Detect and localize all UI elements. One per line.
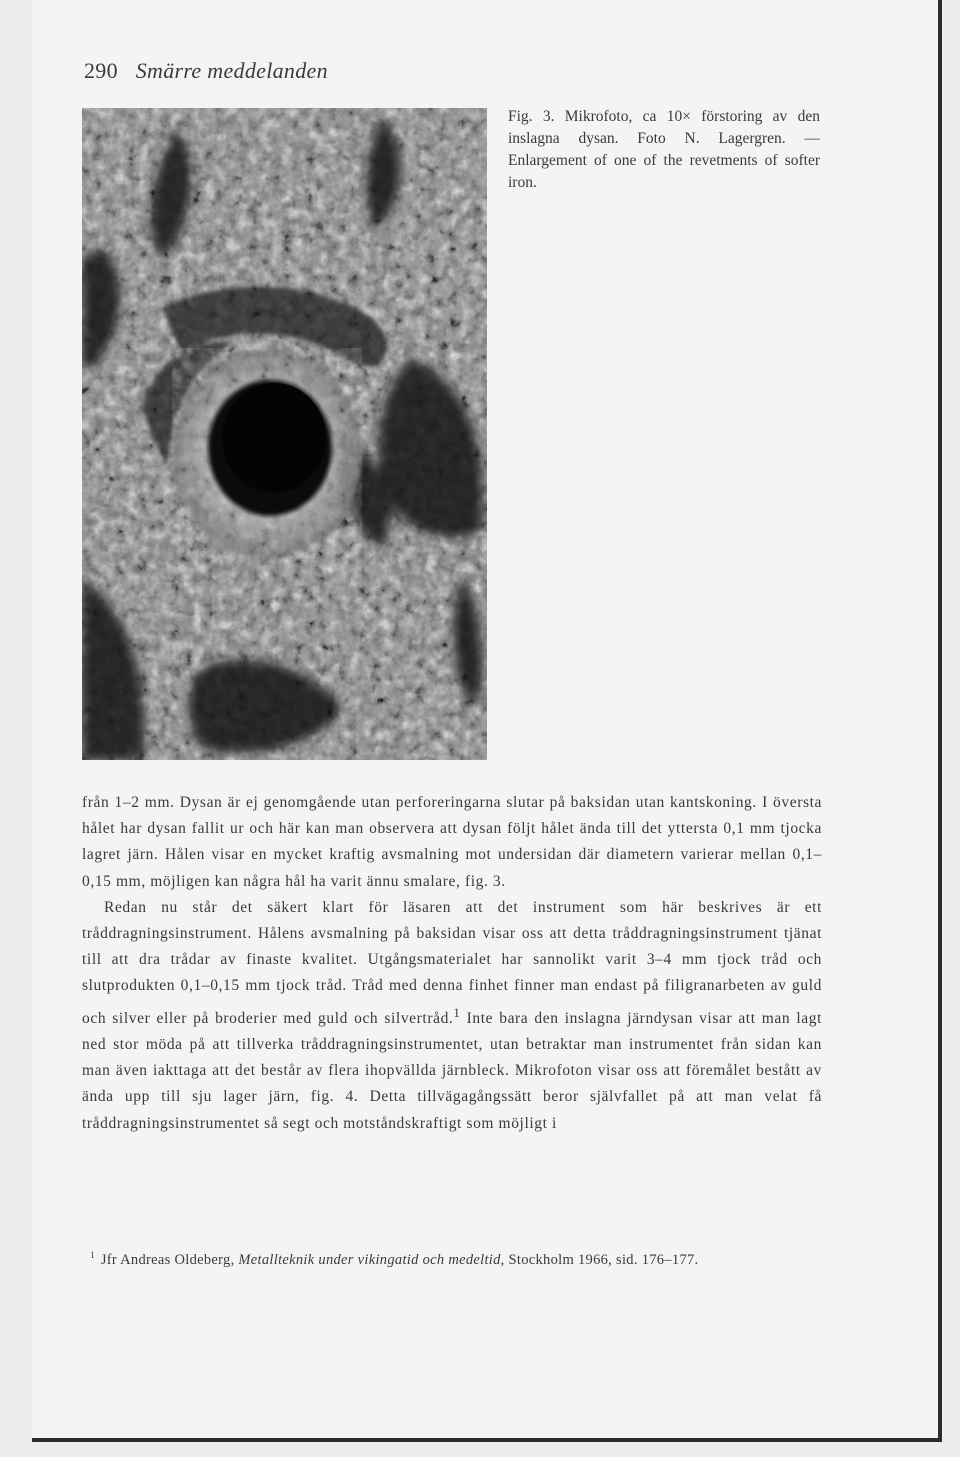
paragraph: från 1–2 mm. Dysan är ej genomgående utan perforeringarna slutar på baksidan utan kantskoning. I översta hålet har dysan fallit ur och här kan man observera att dysan följt hålet ända till det yttersta 0,1 mm tjocka lagret järn. Hålen visar en mycket kraftig avsmalning mot undersidan där diametern varierar mellan 0,1–0,15 mm, möjligen kan några hål ha varit ännu smalare, fig. 3. [82, 794, 822, 890]
paragraph [82, 895, 822, 1137]
figure-caption [508, 106, 820, 194]
footnote-author: Jfr Andreas Oldeberg, [100, 1251, 239, 1268]
page-header [84, 58, 328, 84]
figure-caption-text: Fig. 3. Mikrofoto, ca 10× förstoring av den inslagna dysan. Foto N. Lagergren. — Enlargement of one of the revetments of softer iron. [508, 108, 820, 191]
book-page [32, 0, 942, 1442]
page-number: 290 [84, 58, 118, 83]
footnote-title: Metallteknik under vikingatid och medeltid [238, 1251, 501, 1268]
running-title: Smärre meddelanden [135, 58, 328, 83]
micrograph-photo [82, 108, 487, 760]
footnote [82, 1244, 822, 1271]
footnote-marker: 1 [90, 1250, 95, 1260]
body-text [82, 790, 822, 1137]
paragraph-text: Inte bara den inslagna järndysan visar att man lagt ned stor möda på att tillverka tråddragningsinstrumentet, utan betraktar man instrumentet från sidan kan man även iakttaga att det består av flera ihopvällda järnbleck. Mikrofoton visar oss att föremålet bestått av ända upp till sju lager järn, fig. 4. Detta tillvägagångssätt beror självfallet på att man velat få tråddragningsinstrumentet så segt och motståndskraftigt som möjligt i [82, 1009, 822, 1132]
footnote-rest: , Stockholm 1966, sid. 176–177. [500, 1251, 699, 1268]
paragraph-text: Redan nu står det säkert klart för läsaren att det instrument som här beskrives är ett tråddragningsinstrument. Hålens avsmalning på baksidan visar oss att detta tråddragningsinstrument tjänat till att dra trådar av finaste kvalitet. Utgångsmaterialet har sannolikt varit 3–4 mm tjock tråd och slutprodukten 0,1–0,15 mm tjock tråd. Tråd med denna finhet finner man endast på filigranarbeten av guld och silver eller på broderier med guld och silvertråd. [82, 898, 822, 1027]
footnote-reference[interactable]: 1 [453, 1004, 461, 1020]
